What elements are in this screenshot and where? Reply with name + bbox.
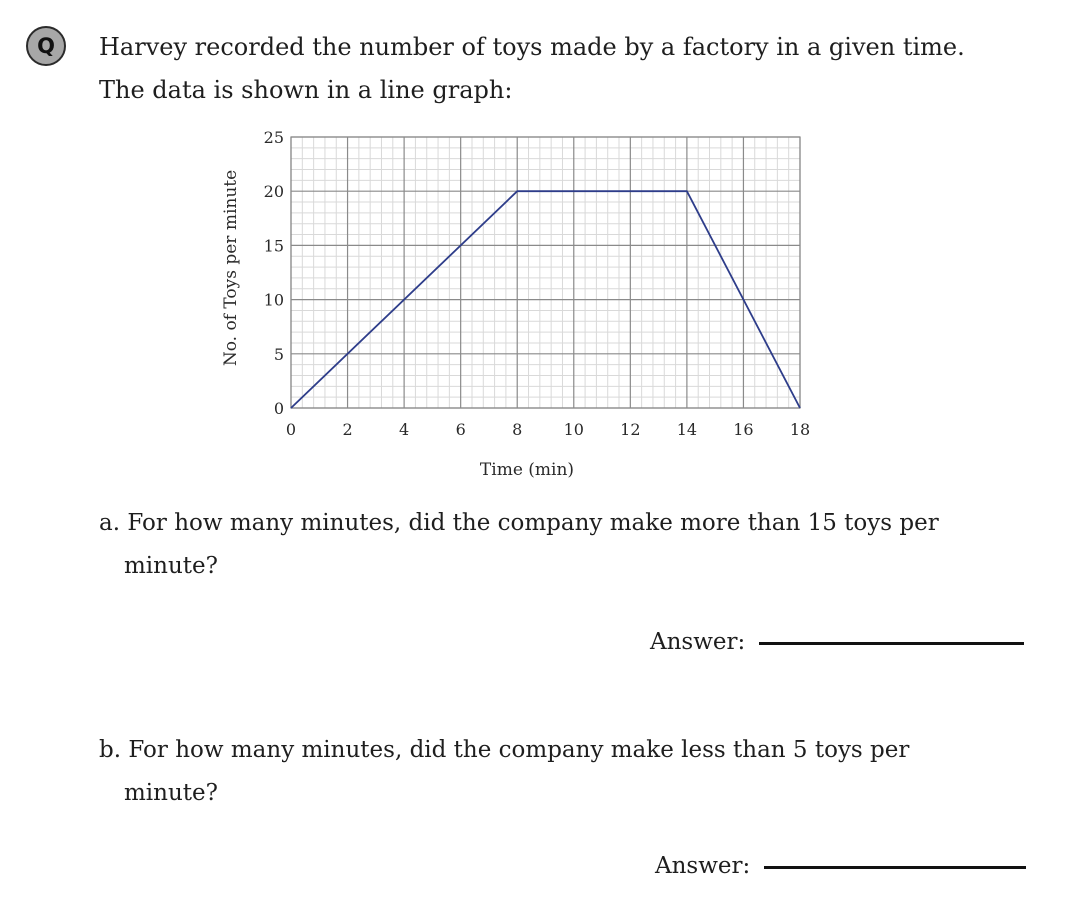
plot-frame xyxy=(291,137,800,408)
y-tick-label: 10 xyxy=(263,290,284,310)
chart-major-grid xyxy=(291,137,800,408)
y-tick-label: 0 xyxy=(273,399,284,418)
y-tick-label: 5 xyxy=(273,344,284,364)
x-tick-label: 10 xyxy=(563,420,584,439)
answer-b-label: Answer: xyxy=(655,853,751,879)
chart-series xyxy=(291,191,800,408)
question-part-a-line1: a. For how many minutes, did the company make more than 15 toys per xyxy=(99,510,939,536)
x-tick-label: 16 xyxy=(733,420,754,439)
series-line xyxy=(291,191,800,408)
question-part-b-line2: minute? xyxy=(124,780,218,806)
y-tick-label: 25 xyxy=(263,128,284,147)
x-tick-label: 12 xyxy=(620,420,641,439)
question-part-a xyxy=(99,508,1029,581)
y-tick-label: 15 xyxy=(263,236,284,256)
y-axis-title: No. of Toys per minute xyxy=(221,169,241,367)
x-axis-title: Time (min) xyxy=(479,460,575,480)
answer-a xyxy=(650,629,1024,655)
answer-a-label: Answer: xyxy=(650,629,746,655)
x-tick-label: 18 xyxy=(789,420,811,439)
x-tick-label: 0 xyxy=(285,420,297,439)
question-badge: Q xyxy=(26,26,66,66)
answer-b xyxy=(655,853,1026,879)
answer-a-blank[interactable] xyxy=(759,642,1024,645)
answer-b-blank[interactable] xyxy=(764,866,1026,869)
question-intro-line-1: Harvey recorded the number of toys made by a factory in a given time. xyxy=(99,33,965,61)
x-tick-label: 6 xyxy=(455,420,466,439)
question-part-a-line2: minute? xyxy=(124,553,218,579)
x-tick-label: 8 xyxy=(512,420,523,439)
x-tick-label: 14 xyxy=(676,420,698,439)
x-tick-label: 4 xyxy=(399,420,410,439)
y-tick-label: 20 xyxy=(263,182,284,202)
question-part-b-line1: b. For how many minutes, did the company make less than 5 toys per xyxy=(99,737,910,763)
x-tick-label: 2 xyxy=(342,420,353,439)
chart-minor-grid xyxy=(291,137,800,408)
x-axis-tick-labels xyxy=(286,420,810,439)
question-intro-line-2: The data is shown in a line graph: xyxy=(99,76,513,104)
question-part-b xyxy=(99,735,1029,808)
y-axis-tick-labels xyxy=(264,128,284,418)
